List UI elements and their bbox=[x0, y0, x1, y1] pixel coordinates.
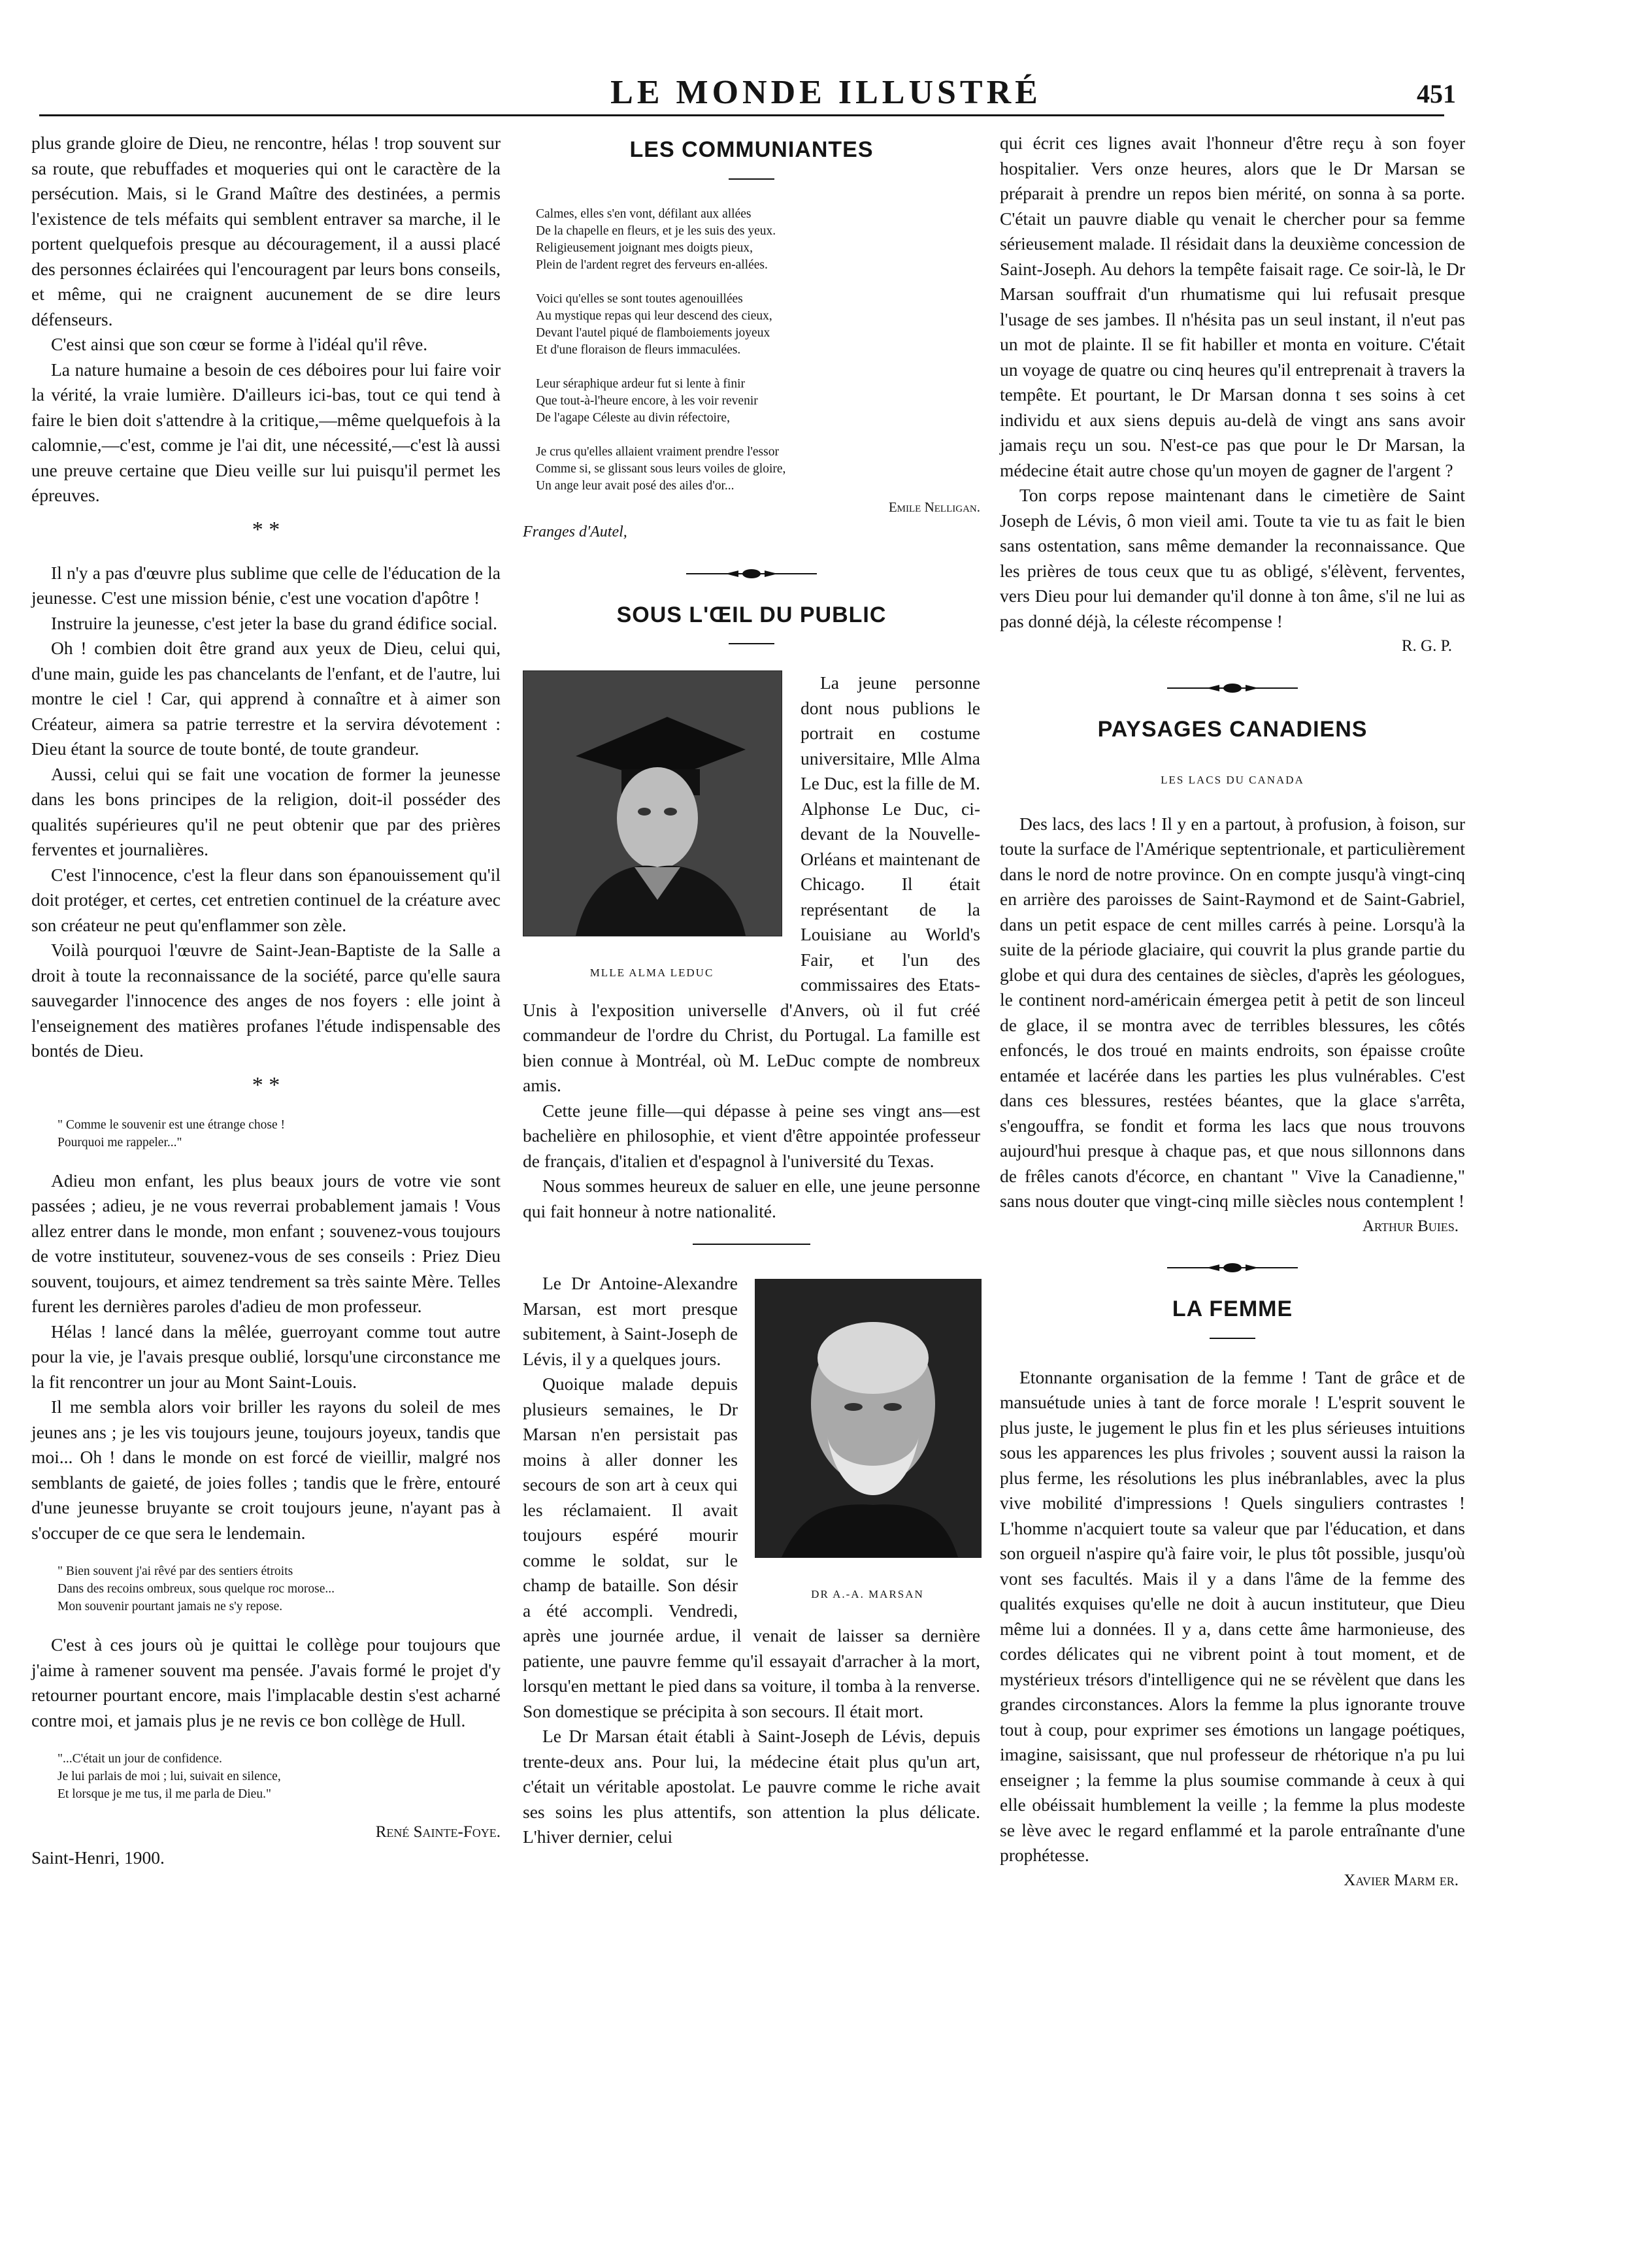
paragraph: Adieu mon enfant, les plus beaux jours de votre vie sont passées ; adieu, je ne vous reverrai probablement jamais ! Vous allez entrer dans le monde, mon enfant ; souvenez-vous toujours de votre instituteur, souvenez-vous de ses conseils : Priez Dieu souvent, toujours, et aimez tendrement sa très sainte Mère. Telles furent les dernières paroles d'adieu de mon professeur. bbox=[31, 1170, 501, 1316]
right-column bbox=[1000, 131, 1465, 1893]
poem-line: Voici qu'elles se sont toutes agenouillées bbox=[536, 291, 743, 306]
author-signature: R. G. P. bbox=[1401, 637, 1452, 655]
paragraph: C'est l'innocence, c'est la fleur dans son épanouissement qu'il doit protéger, et certes, cet entretien continuel de la créature avec son créateur ne peut qu'enflammer son zèle. bbox=[31, 864, 501, 935]
poem-source: Franges d'Autel, bbox=[523, 523, 627, 540]
paragraph: Quoique malade depuis plusieurs semaines, le Dr Marsan n'en persistait pas moins à aller donner les secours de son art à ceux qui les réclamaient. Il avait toujours espéré mourir comme le soldat, sur le champ de bataille. Son désir a été accompli. Vendredi, après une journée ardue, il venait de laisser sa dernière patiente, une pauvre femme qu'il essayait d'arracher à la mort, lorsqu'en mettant le pied dans sa voiture, il tomba à la renverse. Son domestique se précipita à son secours. Il était mort. bbox=[523, 1374, 980, 1721]
paragraph: plus grande gloire de Dieu, ne rencontre, hélas ! trop souvent sur sa route, que rebuffades et moqueries qui ont le caractère de la persécution. Mais, si le Grand Maître des destinées, a permis l'existence de tels méfaits qui semblent entraver sa marche, il le portent quelquefois presque au découragement, il a aussi placé des personnes éclairées qui l'encouragent par leurs bons conseils, et même, qui ne craignent aucunement de se dire leurs défenseurs. bbox=[31, 133, 501, 329]
paragraph: C'est ainsi que son cœur se forme à l'idéal qu'il rêve. bbox=[51, 334, 428, 354]
paragraph: Oh ! combien doit être grand aux yeux de Dieu, celui qui, d'une main, guide les pas chancelants de l'enfant, et de l'autre, lui montre le ciel ! Car, qui apprend à connaître et à aimer son Créateur, aimera sa patrie terrestre et la servira dévotement : Dieu étant la source de toute bonté, de toute grandeur. bbox=[31, 638, 501, 759]
stars-divider: * * bbox=[252, 517, 280, 542]
paragraph: qui écrit ces lignes avait l'honneur d'être reçu à son foyer hospitalier. Vers onze heures, alors que le Dr Marsan se préparait à prendre un repos bien mérité, on sonna à sa porte. C'était un pauvre diable qu venait le chercher pour sa femme sérieusement malade. Il résidait dans la deuxième concession de Saint-Joseph. Au dehors la tempête faisait rage. Ce soir-là, le Dr Marsan souffrait d'un rhumatisme qui lui refusait presque l'usage de ses jambes. Il n'hésita pas un seul instant, il n'eut pas un mot de plainte. Il se fit habiller et monta en voiture. C'était un voyage de quatre ou cinq heures qu'il entreprenait à travers la tempête. Et pourtant, le Dr Marsan donna t ses soins à cet individu et aux siens depuis au-delà de vingt ans sans avoir jamais reçu un sou. N'est-ce pas que pour le Dr Marsan, la médecine était autre chose qu'un moyen de gagner de l'argent ? bbox=[1000, 133, 1465, 480]
poem-line: Comme si, se glissant sous leurs voiles de gloire, bbox=[536, 461, 786, 476]
paragraph: Hélas ! lancé dans la mêlée, guerroyant comme tout autre pour la vie, je l'avais presque oublié, lorsqu'une circonstance me la fit rencontrer un jour au Mont Saint-Louis. bbox=[31, 1321, 501, 1392]
portrait-photo bbox=[755, 1279, 982, 1558]
author-signature: René Sainte-Foye. bbox=[375, 1823, 501, 1841]
section-title: SOUS L'ŒIL DU PUBLIC bbox=[616, 602, 887, 627]
poem-line: Plein de l'ardent regret des ferveurs en-allées. bbox=[536, 257, 768, 272]
paragraph: Cette jeune fille—qui dépasse à peine ses vingt ans—est bachelière en philosophie, et vient d'être appointée professeur de français, d'italien et d'espagnol à l'université du Texas. bbox=[523, 1100, 980, 1171]
title-rule bbox=[729, 643, 774, 644]
poem-line: Que tout-à-l'heure encore, à les voir revenir bbox=[536, 393, 758, 408]
paragraph: La jeune personne dont nous publions le portrait en costume universitaire, Mlle Alma Le Duc, est la fille de M. Alphonse Le Duc, ci-devant de la Nouvelle-Orléans et maintenant de Chicago. Il était représentant de la Louisiane au World's Fair, et l'un des commissaires des Etats-Unis à l'exposition universelle d'Anvers, où il fut créé commandeur de l'ordre du Christ, du Portugal. La famille est bien connue à Montréal, où M. LeDuc compte de nombreux amis. bbox=[523, 672, 980, 1095]
poem-line: De l'agape Céleste au divin réfectoire, bbox=[536, 410, 730, 425]
photo-caption: MLLE ALMA LEDUC bbox=[589, 966, 714, 979]
left-column bbox=[31, 131, 501, 1870]
section-title: PAYSAGES CANADIENS bbox=[1097, 716, 1368, 742]
photo-figure bbox=[523, 670, 781, 985]
paragraph: C'est à ces jours où je quittai le collège pour toujours que j'aime à ramener souvent ma pensée. J'avais formé le projet d'y retourner pourtant encore, mais l'implacable destin s'est acharné contre moi, et jamais plus je ne revis ce bon collège de Hull. bbox=[31, 1634, 501, 1730]
verse-line: Pourquoi me rappeler..." bbox=[58, 1135, 182, 1149]
page-number: 451 bbox=[1417, 79, 1456, 108]
paragraph: Nous sommes heureux de saluer en elle, une jeune personne qui fait honneur à notre nationalité. bbox=[523, 1176, 980, 1221]
stars-divider: * * bbox=[252, 1072, 280, 1097]
poem bbox=[536, 206, 980, 495]
poem-line: De la chapelle en fleurs, et je les suis des yeux. bbox=[536, 223, 776, 238]
paragraph: Il me sembla alors voir briller les rayons du soleil de mes jeunes ans ; je les vis toujours jeune, toujours joyeux, tandis que moi... Oh ! dans le monde on est forcé de vieillir, malgré nos semblants de gaieté, de joies folles ; tandis que le frère, entouré d'une jeunesse bruyante se croit toujours jeune, n'ayant pas à s'occuper de ce que sera le lendemain. bbox=[31, 1396, 501, 1543]
poem-line: Religieusement joignant mes doigts pieux, bbox=[536, 240, 753, 255]
paragraph: Voilà pourquoi l'œuvre de Saint-Jean-Baptiste de la Salle a droit à toute la reconnaissance de la société, parce qu'elle saura sauvegarder l'innocence des anges de nos foyers : elle joint à l'enseignement des matières profanes l'étude indispensable des bontés de Dieu. bbox=[31, 940, 501, 1061]
paragraph: Il n'y a pas d'œuvre plus sublime que celle de l'éducation de la jeunesse. C'est une mission bénie, c'est une vocation d'apôtre ! bbox=[31, 562, 501, 608]
verse-quote bbox=[58, 1116, 501, 1151]
poem-line: Calmes, elles s'en vont, défilant aux allées bbox=[536, 206, 752, 221]
paragraph: Le Dr Antoine-Alexandre Marsan, est mort presque subitement, à Saint-Joseph de Lévis, il y a quelques jours. bbox=[523, 1273, 738, 1369]
poem-stanza bbox=[536, 444, 980, 495]
section-rule bbox=[693, 1244, 810, 1245]
masthead: LE MONDE ILLUSTRÉ bbox=[610, 74, 1042, 111]
verse-line: Dans des recoins ombreux, sous quelque roc morose... bbox=[58, 1582, 335, 1596]
photo-caption: DR A.-A. MARSAN bbox=[811, 1587, 924, 1600]
paragraph: Etonnante organisation de la femme ! Tant de grâce et de mansuétude unies à tant de force morale ! L'esprit souvent le plus juste, le jugement le plus fin et les plus sérieuses intuitions sous les apparences les plus frivoles ; souvent aussi la raison la plus ferme, les résolutions les plus inébranlables, avec la plus vive mobilité d'impressions ! Quels singuliers contrastes ! L'homme n'acquiert toute sa valeur que par l'éducation, et dans son orgueil n'aspire qu'à faire voir, le plus tôt possible, jusqu'où vont ses facultés. Mais il y a dans l'âme de la femme des qualités exquises qu'elle ne doit à aucun instituteur, que Dieu même lui a données. Il y a, dans cette âme harmonieuse, des cordes délicates qui ne vibrent point à tout moment, et de mystérieux trésors d'intelligence qui ne se révèlent que dans les grandes circonstances. Alors la femme la plus ignorante trouve tout à coup, pour exprimer ses émotions un langage poétiques, imagine, saisissant, que nul professeur de rhétorique n'a pu lui enseigner ; la femme la plus soumise commande à ceux à qui elle obéissait humblement la veille ; la femme la plus modeste se lève avec le regard enflammé et la parole entraînante d'une prophétesse. bbox=[1000, 1366, 1465, 1865]
verse-line: Et lorsque je me tus, il me parla de Dieu." bbox=[58, 1787, 271, 1801]
author-signature: Xavier Marm er. bbox=[1344, 1871, 1459, 1889]
ornament-divider bbox=[1167, 1261, 1298, 1274]
verse-quote bbox=[58, 1562, 501, 1615]
poem-line: Au mystique repas qui leur descend des cieux, bbox=[536, 308, 772, 323]
portrait-photo bbox=[523, 670, 782, 936]
verse-line: " Bien souvent j'ai rêvé par des sentiers étroits bbox=[58, 1564, 293, 1578]
paragraph: Aussi, celui qui se fait une vocation de former la jeunesse dans les bons principes de la religion, doit-il posséder des qualités supérieures qu'il ne peut obtenir que par des prières ferventes et journalières. bbox=[31, 763, 501, 859]
poem-line: Leur séraphique ardeur fut si lente à finir bbox=[536, 376, 745, 391]
paragraph: Le Dr Marsan était établi à Saint-Joseph de Lévis, depuis trente-deux ans. Pour lui, la médecine était plus qu'un art, c'était un véritable apostolat. Le pauvre comme le riche avait ses soins les plus attentifs, son attention la plus délicate. L'hiver dernier, celui bbox=[523, 1726, 980, 1847]
middle-column bbox=[523, 131, 980, 1850]
poem-line: Un ange leur avait posé des ailes d'or... bbox=[536, 478, 735, 493]
photo-figure bbox=[755, 1279, 980, 1607]
paragraph: Des lacs, des lacs ! Il y en a partout, à profusion, à foison, sur toute la surface de l'Amérique septentrionale, et particulièrement dans le nord de notre province. On en compte jusqu'à vingt-cinq en arrière des paroisses de Saint-Raymond et de Saint-Gabriel, dans un petit espace de cent milles carrés à peine. Lorsqu'à la suite de la période glaciaire, qui couvrit la plus grande partie du globe et qui dura des centaines de siècles, d'après les géologues, le continent nord-américain émergea petit à petit de son linceul de glace, il se montra avec de terribles blessures, les côtés enfoncés, le dos troué en maints endroits, son épaisse croûte entamée et lacérée dans les parties les plus vulnérables. C'est dans ces blessures, restées béantes, que la glace s'arrêta, s'engouffra, se fondit et forma les lacs que nous trouvons aujourd'hui presque à chaque pas, et que nous sillonnons dans de frêles canots d'écorce, en chantant " Vive la Canadienne," sans nous douter que vingt-cinq mille siècles nous contemplent ! bbox=[1000, 813, 1466, 1211]
title-rule bbox=[729, 178, 774, 180]
verse-line: Je lui parlais de moi ; lui, suivait en silence, bbox=[58, 1770, 281, 1783]
header-rule bbox=[39, 114, 1444, 116]
verse-line: "...C'était un jour de confidence. bbox=[58, 1752, 222, 1766]
verse-line: Mon souvenir pourtant jamais ne s'y repose. bbox=[58, 1600, 283, 1613]
ornament-divider bbox=[1167, 682, 1298, 695]
poem-stanza bbox=[536, 376, 980, 427]
title-rule bbox=[1210, 1338, 1255, 1339]
author-signature: Arthur Buies. bbox=[1362, 1217, 1459, 1235]
poem-stanza bbox=[536, 206, 980, 274]
paragraph: Ton corps repose maintenant dans le cimetière de Saint Joseph de Lévis, ô mon vieil ami. Toute ta vie tu as fait le bien sans ostentation, sans même demander la reconnaissance. Que les prières de tous ceux que tu as obligé, s'élèvent, ferventes, vers Dieu pour lui demander qu'il donne à ton âme, s'il ne lui as pas donné déjà, la céleste récompense ! bbox=[1000, 485, 1465, 631]
poem-author: Emile Nelligan. bbox=[888, 499, 980, 515]
poem-stanza bbox=[536, 291, 980, 359]
poem-line: Je crus qu'elles allaient vraiment prendre l'essor bbox=[536, 444, 779, 459]
poem-line: Devant l'autel piqué de flamboiements joyeux bbox=[536, 325, 770, 340]
verse-quote bbox=[58, 1750, 501, 1803]
ornament-divider bbox=[686, 567, 817, 580]
poem-title: LES COMMUNIANTES bbox=[629, 137, 874, 162]
section-subtitle: LES LACS DU CANADA bbox=[1161, 774, 1304, 786]
place-date: Saint-Henri, 1900. bbox=[31, 1847, 165, 1868]
paragraph: La nature humaine a besoin de ces déboires pour lui faire voir la vérité, la vraie lumière. D'ailleurs ici-bas, tout ce qui tend à faire le bien doit s'attendre à la critique,—même quelquefois à la calomnie,—c'est, comme je l'ai dit, une nécessité,—c'est là aussi une preuve certaine que Dieu veille sur lui puisqu'il permet les épreuves. bbox=[31, 359, 501, 505]
verse-line: " Comme le souvenir est une étrange chose ! bbox=[58, 1117, 286, 1132]
section-title: LA FEMME bbox=[1172, 1296, 1293, 1321]
poem-line: Et d'une floraison de fleurs immaculées. bbox=[536, 342, 741, 357]
paragraph: Instruire la jeunesse, c'est jeter la base du grand édifice social. bbox=[51, 612, 498, 633]
